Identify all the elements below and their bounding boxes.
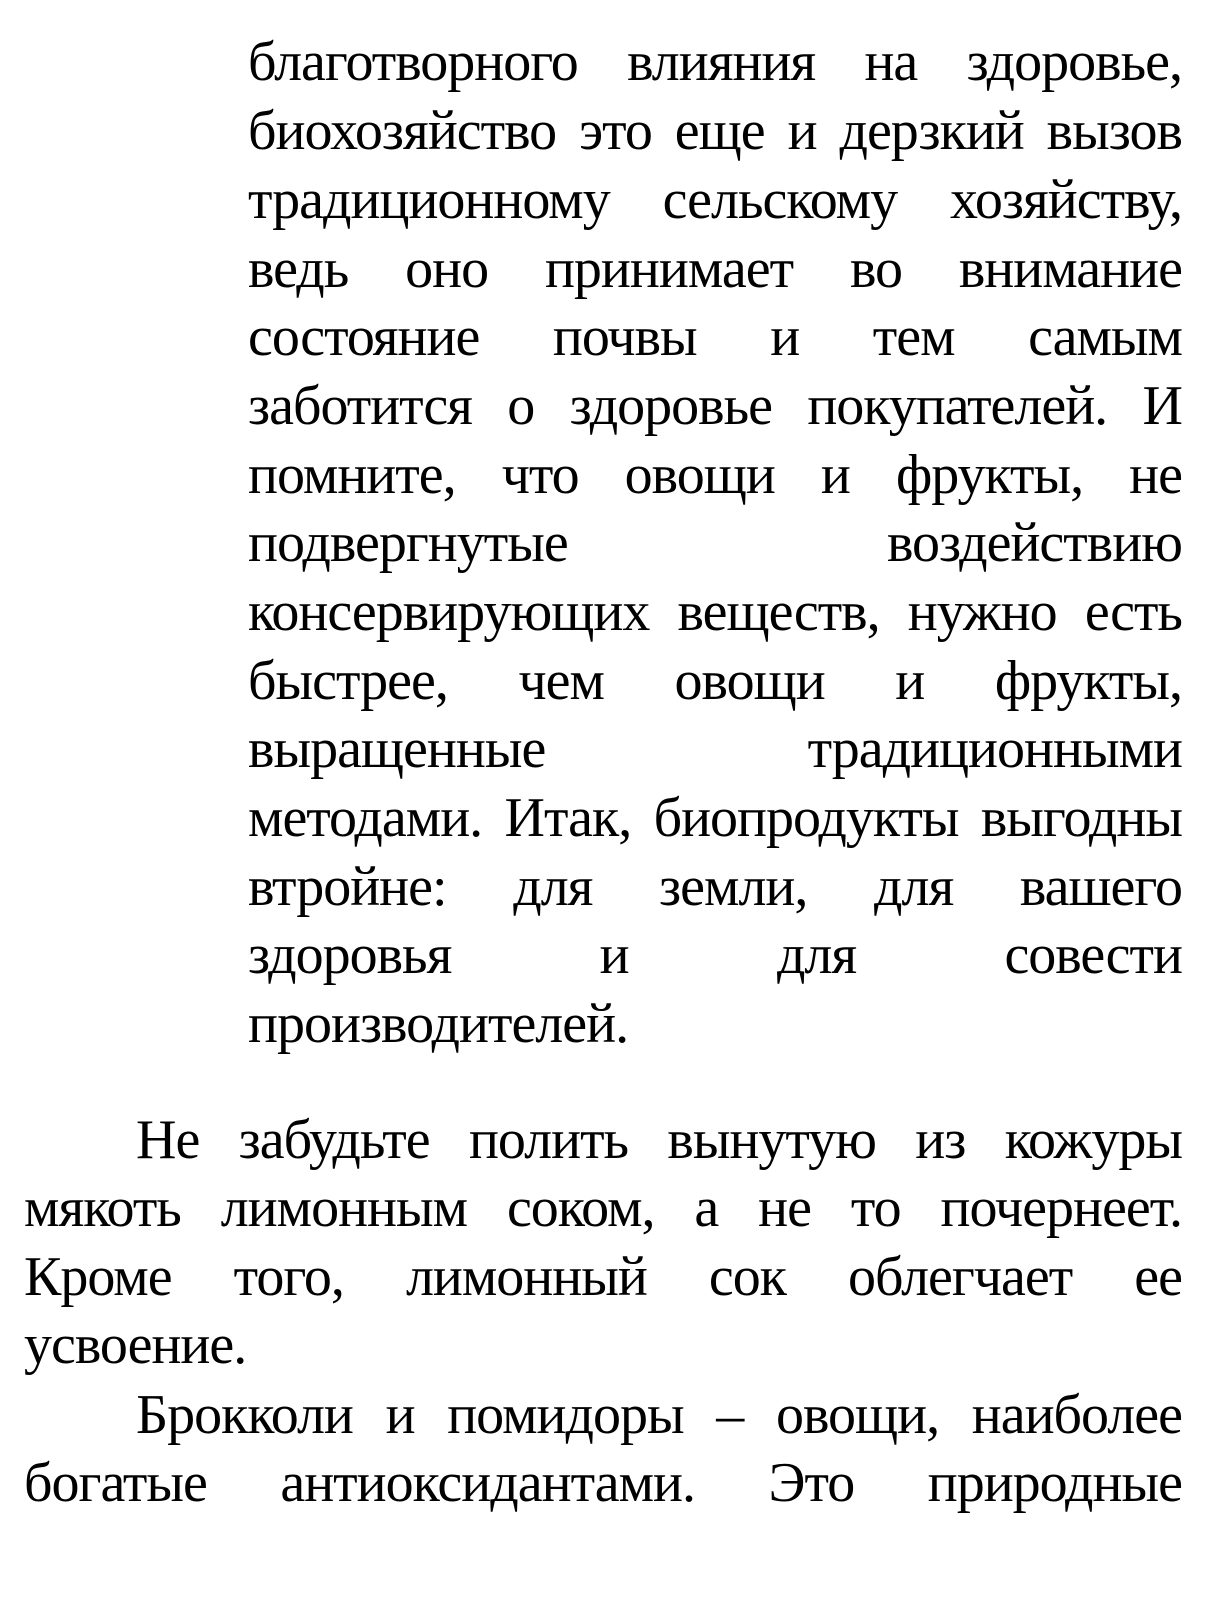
quote-line bbox=[248, 508, 1182, 578]
word: помидоры bbox=[447, 1384, 684, 1446]
word: для bbox=[874, 856, 954, 918]
quote-line bbox=[248, 714, 1182, 784]
word: нужно bbox=[907, 581, 1057, 643]
quote-line bbox=[248, 646, 1182, 716]
word: Не bbox=[136, 1109, 200, 1171]
word: Брокколи bbox=[136, 1384, 353, 1446]
quote-line bbox=[248, 371, 1182, 441]
paragraph-line bbox=[24, 1173, 1182, 1243]
word: есть bbox=[1084, 581, 1182, 643]
word: овощи, bbox=[775, 1384, 940, 1446]
word: это bbox=[579, 100, 652, 162]
word: ведь bbox=[248, 238, 349, 300]
word: чем bbox=[518, 650, 604, 712]
word: хозяйству, bbox=[950, 169, 1182, 231]
word: традиционному bbox=[248, 169, 610, 231]
word: почернеет. bbox=[940, 1177, 1182, 1239]
word: что bbox=[501, 444, 579, 506]
quote-line bbox=[248, 920, 1182, 990]
word: биопродукты bbox=[653, 787, 959, 849]
word: во bbox=[849, 238, 902, 300]
word: подвергнутые bbox=[248, 512, 568, 574]
word: и bbox=[770, 306, 800, 368]
word: и bbox=[599, 924, 629, 986]
quote-line bbox=[248, 96, 1182, 166]
word: на bbox=[864, 31, 918, 93]
word: здоровье, bbox=[966, 31, 1182, 93]
word: того, bbox=[233, 1246, 344, 1308]
word: антиоксидантами. bbox=[280, 1452, 695, 1514]
word: сельскому bbox=[662, 169, 898, 231]
word: самым bbox=[1028, 306, 1182, 368]
word: – bbox=[716, 1384, 744, 1446]
quote-line bbox=[248, 440, 1182, 510]
word: Кроме bbox=[24, 1246, 172, 1308]
quote-line bbox=[248, 852, 1182, 922]
word: овощи bbox=[624, 444, 775, 506]
word: лимонным bbox=[220, 1177, 468, 1239]
word: фрукты, bbox=[994, 650, 1182, 712]
word: заботится bbox=[248, 375, 472, 437]
paragraph-line bbox=[136, 1105, 1182, 1175]
word: а bbox=[694, 1177, 719, 1239]
word: забудьте bbox=[238, 1109, 430, 1171]
word: о bbox=[507, 375, 535, 437]
word: из bbox=[915, 1109, 966, 1171]
paragraph-line bbox=[136, 1380, 1182, 1450]
paragraph-line bbox=[24, 1448, 1182, 1518]
word: втройне: bbox=[248, 856, 447, 918]
word: полить bbox=[468, 1109, 629, 1171]
paragraph-last-line: усвоение. bbox=[24, 1314, 247, 1376]
word: Это bbox=[768, 1452, 855, 1514]
quote-line bbox=[248, 577, 1182, 647]
word: сок bbox=[708, 1246, 786, 1308]
word: выращенные bbox=[248, 718, 546, 780]
word: лимонный bbox=[405, 1246, 647, 1308]
word: Итак, bbox=[504, 787, 632, 849]
word: дерзкий bbox=[839, 100, 1024, 162]
quote-line bbox=[248, 783, 1182, 853]
word: для bbox=[776, 924, 857, 986]
word: облегчает bbox=[847, 1246, 1073, 1308]
word: кожуры bbox=[1004, 1109, 1182, 1171]
word: биохозяйство bbox=[248, 100, 557, 162]
word: вызов bbox=[1046, 100, 1182, 162]
word: и bbox=[820, 444, 850, 506]
word: веществ, bbox=[677, 581, 880, 643]
word: богатые bbox=[24, 1452, 207, 1514]
quote-line bbox=[248, 27, 1182, 97]
word: и bbox=[385, 1384, 415, 1446]
word: земли, bbox=[659, 856, 808, 918]
quote-line bbox=[248, 165, 1182, 235]
word: и bbox=[895, 650, 925, 712]
word: быстрее, bbox=[248, 650, 448, 712]
word: здоровье bbox=[569, 375, 773, 437]
word: овощи bbox=[674, 650, 825, 712]
word: благотворного bbox=[248, 31, 578, 93]
word: совести bbox=[1004, 924, 1182, 986]
word: воздействию bbox=[886, 512, 1182, 574]
word: консервирующих bbox=[248, 581, 650, 643]
quote-line bbox=[248, 234, 1182, 304]
word: еще bbox=[674, 100, 765, 162]
word: оно bbox=[405, 238, 489, 300]
word: традиционными bbox=[807, 718, 1182, 780]
word: вынутую bbox=[667, 1109, 876, 1171]
word: соком, bbox=[506, 1177, 655, 1239]
word: влияния bbox=[627, 31, 816, 93]
word: почвы bbox=[552, 306, 697, 368]
word: фрукты, bbox=[895, 444, 1084, 506]
word: наиболее bbox=[971, 1384, 1182, 1446]
word: мякоть bbox=[24, 1177, 181, 1239]
word: состояние bbox=[248, 306, 480, 368]
word: для bbox=[513, 856, 593, 918]
word: ее bbox=[1134, 1246, 1182, 1308]
word: то bbox=[850, 1177, 901, 1239]
word: внимание bbox=[958, 238, 1182, 300]
quote-last-line: производителей. bbox=[248, 993, 629, 1055]
word: И bbox=[1142, 375, 1182, 437]
paragraph-line bbox=[24, 1242, 1182, 1312]
word: методами. bbox=[248, 787, 483, 849]
word: и bbox=[787, 100, 817, 162]
word: тем bbox=[872, 306, 955, 368]
word: помните, bbox=[248, 444, 456, 506]
word: принимает bbox=[544, 238, 794, 300]
word: здоровья bbox=[248, 924, 452, 986]
word: покупателей. bbox=[807, 375, 1108, 437]
word: выгодны bbox=[980, 787, 1182, 849]
quote-line bbox=[248, 302, 1182, 372]
word: не bbox=[758, 1177, 811, 1239]
word: не bbox=[1129, 444, 1182, 506]
word: природные bbox=[927, 1452, 1182, 1514]
word: вашего bbox=[1019, 856, 1182, 918]
